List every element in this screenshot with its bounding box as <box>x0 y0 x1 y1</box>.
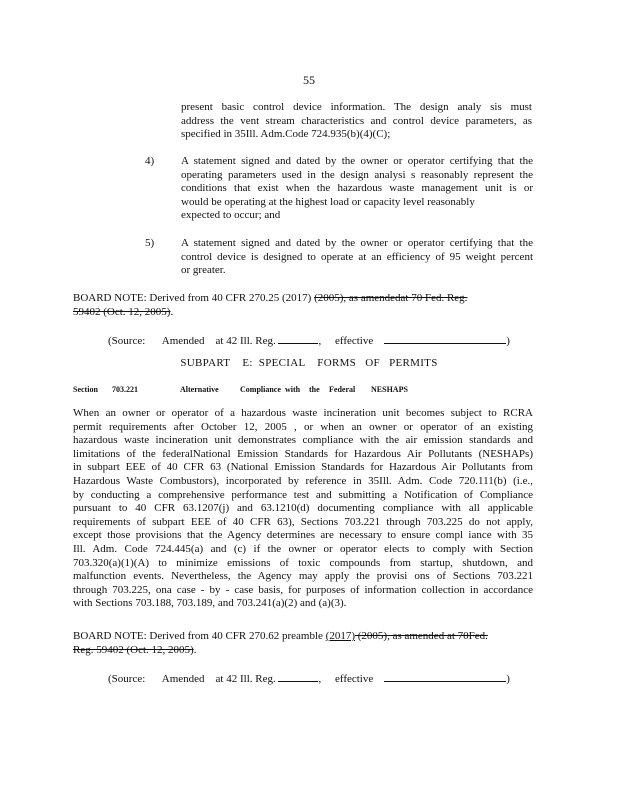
effective-date-blank <box>384 671 506 682</box>
struck-text: 59402 (Oct. 12, 2005) <box>73 305 171 318</box>
text-line: through 703.225, ona case - by - case basis, for purposes of information collection in accordance <box>73 583 533 596</box>
board-note-text: BOARD NOTE: Derived from 40 CFR 270.25 (2017) <box>73 292 315 304</box>
section-title-word: Federal <box>329 385 356 394</box>
text-line: specified in 35Ill. Adm.Code 724.935(b)(4)(C); <box>181 128 391 141</box>
text-line: present basic control device information. The design analy sis must <box>181 101 532 113</box>
section-title-word: Compliance <box>240 385 281 394</box>
source-amended: Amended <box>161 673 205 685</box>
register-blank <box>278 671 318 682</box>
text-line: pursuant to 40 CFR 63.1207(j) and 63.1210(d) documenting compliance with all applicable <box>73 502 533 515</box>
text-line: Hazardous Waste Combustors), incorporated by reference in 35Ill. Adm. Code 720.111(b) (i.e., <box>73 474 533 487</box>
text-line: malfunction events. Nevertheless, the Agency may apply the provisi ons of Sections 703.221 <box>73 570 533 583</box>
text-line: Ill. Adm. Code 724.445(a) and (c) if the owner or operator elects to comply with Section <box>73 542 533 555</box>
effective-date-blank <box>384 333 506 344</box>
text-line: requirements of subpart EEE of 40 CFR 63), Sections 703.221 through 703.225 do not apply, <box>73 515 533 528</box>
source-register: at 42 Ill. Reg. <box>215 335 276 347</box>
struck-text: (2005), as amended at 70Fed. <box>355 630 488 642</box>
source-note <box>108 333 510 347</box>
board-note-line <box>73 644 533 658</box>
text-line: expected to occur; and <box>181 209 281 222</box>
source-close: ) <box>506 673 510 685</box>
source-comma: , <box>318 335 322 347</box>
text-line: When an owner or operator of a hazardous waste incineration unit becomes subject to RCRA <box>73 407 533 419</box>
source-close: ) <box>506 335 510 347</box>
register-blank <box>278 333 318 344</box>
struck-text: (2005), as amendedat 70 Fed. Reg. <box>314 292 468 304</box>
board-note <box>73 630 533 657</box>
board-note-line <box>73 306 533 320</box>
section-number: 703.221 <box>112 385 138 394</box>
board-note <box>73 292 533 319</box>
text-line: or greater. <box>181 264 226 277</box>
text-line: control device is designed to operate at an efficiency of 95 weight percent <box>181 250 533 263</box>
source-amended: Amended <box>161 335 205 347</box>
text-line: hazardous waste incineration unit demonstrates compliance with the air emission standards and <box>73 434 533 447</box>
board-note-text: . <box>170 305 174 318</box>
text-line: A statement signed and dated by the owner or operator certifying that the <box>181 237 533 249</box>
board-note-text: . <box>193 643 197 656</box>
list-item-number: 4) <box>145 155 155 167</box>
source-comma: , <box>318 673 322 685</box>
subpart-heading: SUBPART E: SPECIAL FORMS OF PERMITS <box>180 357 438 369</box>
list-item-number: 5) <box>145 237 155 249</box>
source-label: (Source: <box>108 335 146 347</box>
list-item-text <box>181 237 533 278</box>
section-title-word: Alternative <box>180 385 219 394</box>
text-line: with Sections 703.188, 703.189, and 703.241(a)(2) and (a)(3). <box>73 597 347 610</box>
list-item-text <box>181 155 533 223</box>
source-effective: effective <box>334 673 374 685</box>
page-number: 55 <box>303 73 315 87</box>
text-line: would be operating at the highest load or capacity level reasonably <box>181 195 475 208</box>
board-note-line <box>73 630 533 644</box>
source-note <box>108 671 510 685</box>
body-paragraph <box>73 407 533 611</box>
text-line: limitations of the federalNational Emission Standards for Hazardous Air Pollutants (NESHAPs) <box>73 447 533 460</box>
board-note-line <box>73 292 533 306</box>
section-title-word: NESHAPS <box>371 385 408 394</box>
board-note-text: BOARD NOTE: Derived from 40 CFR 270.62 preamble <box>73 630 326 642</box>
source-effective: effective <box>334 335 374 347</box>
text-line: except those provisions that the Agency determines are necessary to ensure compl iance with 35 <box>73 529 533 542</box>
continuation-paragraph <box>181 101 532 142</box>
text-line: operating parameters used in the design analysi s reasonably represent the <box>181 168 533 181</box>
inserted-text: (2017) <box>325 630 355 642</box>
text-line: conditions that exist when the hazardous waste management unit is or <box>181 182 533 195</box>
struck-text: Reg. 59402 (Oct. 12, 2005) <box>73 643 194 656</box>
text-line: by conducting a comprehensive performance test and submitting a Notification of Compliance <box>73 488 533 501</box>
section-label: Section <box>73 385 98 394</box>
text-line: address the vent stream characteristics and control device parameters, as <box>181 114 532 127</box>
section-title-word: the <box>309 385 320 394</box>
section-title-word: with <box>285 385 301 394</box>
text-line: permit requirements after October 12, 2005 , or when an owner or operator of an existing <box>73 420 533 433</box>
text-line: A statement signed and dated by the owner or operator certifying that the <box>181 155 533 167</box>
text-line: in subpart EEE of 40 CFR 63 (National Emission Standards for Hazardous Air Pollutants from <box>73 461 533 474</box>
source-label: (Source: <box>108 673 146 685</box>
text-line: 703.320(a)(1)(A) to minimize emissions of toxic compounds from startup, shutdown, and <box>73 556 533 569</box>
source-register: at 42 Ill. Reg. <box>215 673 276 685</box>
